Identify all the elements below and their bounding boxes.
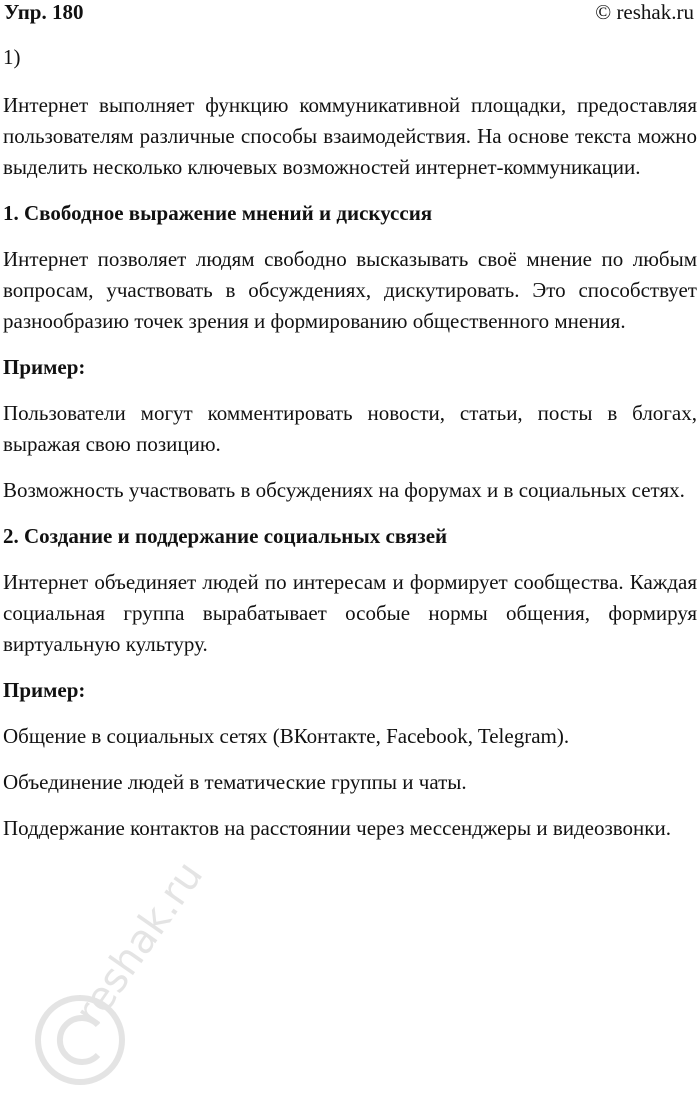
exercise-title: Упр. 180	[4, 0, 84, 24]
document-body	[3, 42, 697, 844]
watermark-graphic	[10, 860, 210, 1100]
watermark	[10, 860, 210, 1100]
intro-paragraph: Интернет выполняет функцию коммуникативной площадки, предоставляя пользователям различные способы взаимодействия. На основе текста можно выделить несколько ключевых возможностей интернет-коммуникации.	[3, 93, 697, 179]
watermark-text: reshak.ru	[66, 860, 210, 1034]
section-2-example-1: Общение в социальных сетях (ВКонтакте, Facebook, Telegram).	[3, 724, 570, 748]
section-2-heading: 2. Создание и поддержание социальных связей	[3, 524, 448, 548]
section-2-text: Интернет объединяет людей по интересам и формирует сообщества. Каждая социальная группа вырабатывает особые нормы общения, формируя виртуальную культуру.	[3, 570, 697, 656]
item-number: 1)	[3, 45, 21, 69]
section-2-example-2: Объединение людей в тематические группы и чаты.	[3, 770, 467, 794]
copyright-circle-icon	[38, 998, 122, 1082]
section-2-example-3: Поддержание контактов на расстоянии через мессенджеры и видеозвонки.	[3, 816, 671, 840]
page-header	[4, 0, 694, 30]
section-1-example-label: Пример:	[3, 355, 86, 379]
copyright-label: © reshak.ru	[595, 0, 694, 24]
section-2-example-label: Пример:	[3, 678, 86, 702]
section-1-text: Интернет позволяет людям свободно высказывать своё мнение по любым вопросам, участвовать в обсуждениях, дискутировать. Это способствует разнообразию точек зрения и формированию общественного мнения.	[3, 247, 697, 333]
section-1-heading: 1. Свободное выражение мнений и дискуссия	[3, 201, 433, 225]
section-1-example-2: Возможность участвовать в обсуждениях на форумах и в социальных сетях.	[3, 478, 685, 502]
section-1-example-1: Пользователи могут комментировать новости, статьи, посты в блогах, выражая свою позицию.	[3, 401, 697, 456]
copyright-c-icon	[60, 1018, 98, 1062]
